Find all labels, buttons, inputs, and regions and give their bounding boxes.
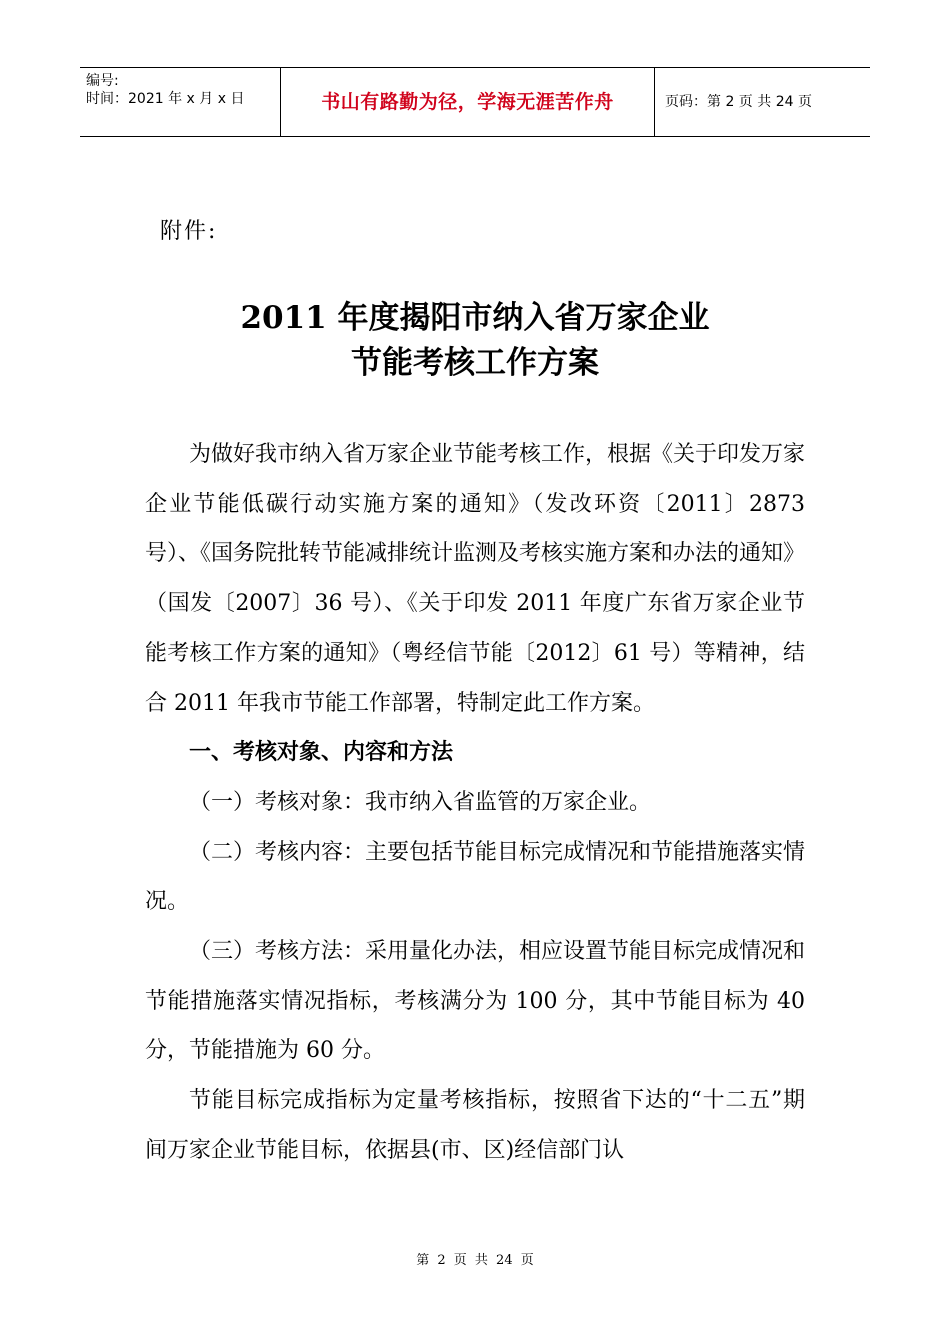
page-header xyxy=(80,67,870,137)
date-label: 时间：2021 年 x 月 x 日 xyxy=(86,91,245,107)
document-title-line-2: 节能考核工作方案 xyxy=(351,345,599,381)
page-footer: 第 2 页 共 24 页 xyxy=(416,1253,534,1268)
body-paragraph: （一）考核对象：我市纳入省监管的万家企业。 xyxy=(189,789,652,815)
header-meta xyxy=(80,68,281,136)
attachment-label: 附件: xyxy=(160,219,218,244)
header-page-info: 页码：第 2 页 共 24 页 xyxy=(665,94,812,110)
header-motto: 书山有路勤为径，学海无涯苦作舟 xyxy=(321,91,614,113)
body-paragraph: （二）考核内容：主要包括节能目标完成情况和节能措施落实情况。 xyxy=(145,839,806,915)
body-paragraph: （三）考核方法：采用量化办法，相应设置节能目标完成情况和节能措施落实情况指标，考核满分为 100 分，其中节能目标为 40 分，节能措施为 60 分。 xyxy=(145,939,806,1064)
intro-paragraph: 为做好我市纳入省万家企业节能考核工作，根据《关于印发万家企业节能低碳行动实施方案的通知》（发改环资〔2011〕2873 号）、《国务院批转节能减排统计监测及考核实施方案和办法的通知》（国发〔2007〕36 号）、《关于印发 2011 年度广东省万家企业节能考核工作方案的通知》（粤经信节能〔2012〕61 号）等精神，结合 2011 年我市节能工作部署，特制定此工作方案。 xyxy=(145,442,806,716)
serial-number-label: 编号: xyxy=(86,73,119,89)
section-heading: 一、考核对象、内容和方法 xyxy=(189,739,454,766)
document-title-line-1: 2011 年度揭阳市纳入省万家企业 xyxy=(240,300,710,336)
document-body xyxy=(145,430,805,1176)
header-motto-cell xyxy=(281,68,655,136)
body-paragraph: 节能目标完成指标为定量考核指标，按照省下达的“十二五”期间万家企业节能目标，依据县(市、区)经信部门认 xyxy=(145,1088,805,1163)
